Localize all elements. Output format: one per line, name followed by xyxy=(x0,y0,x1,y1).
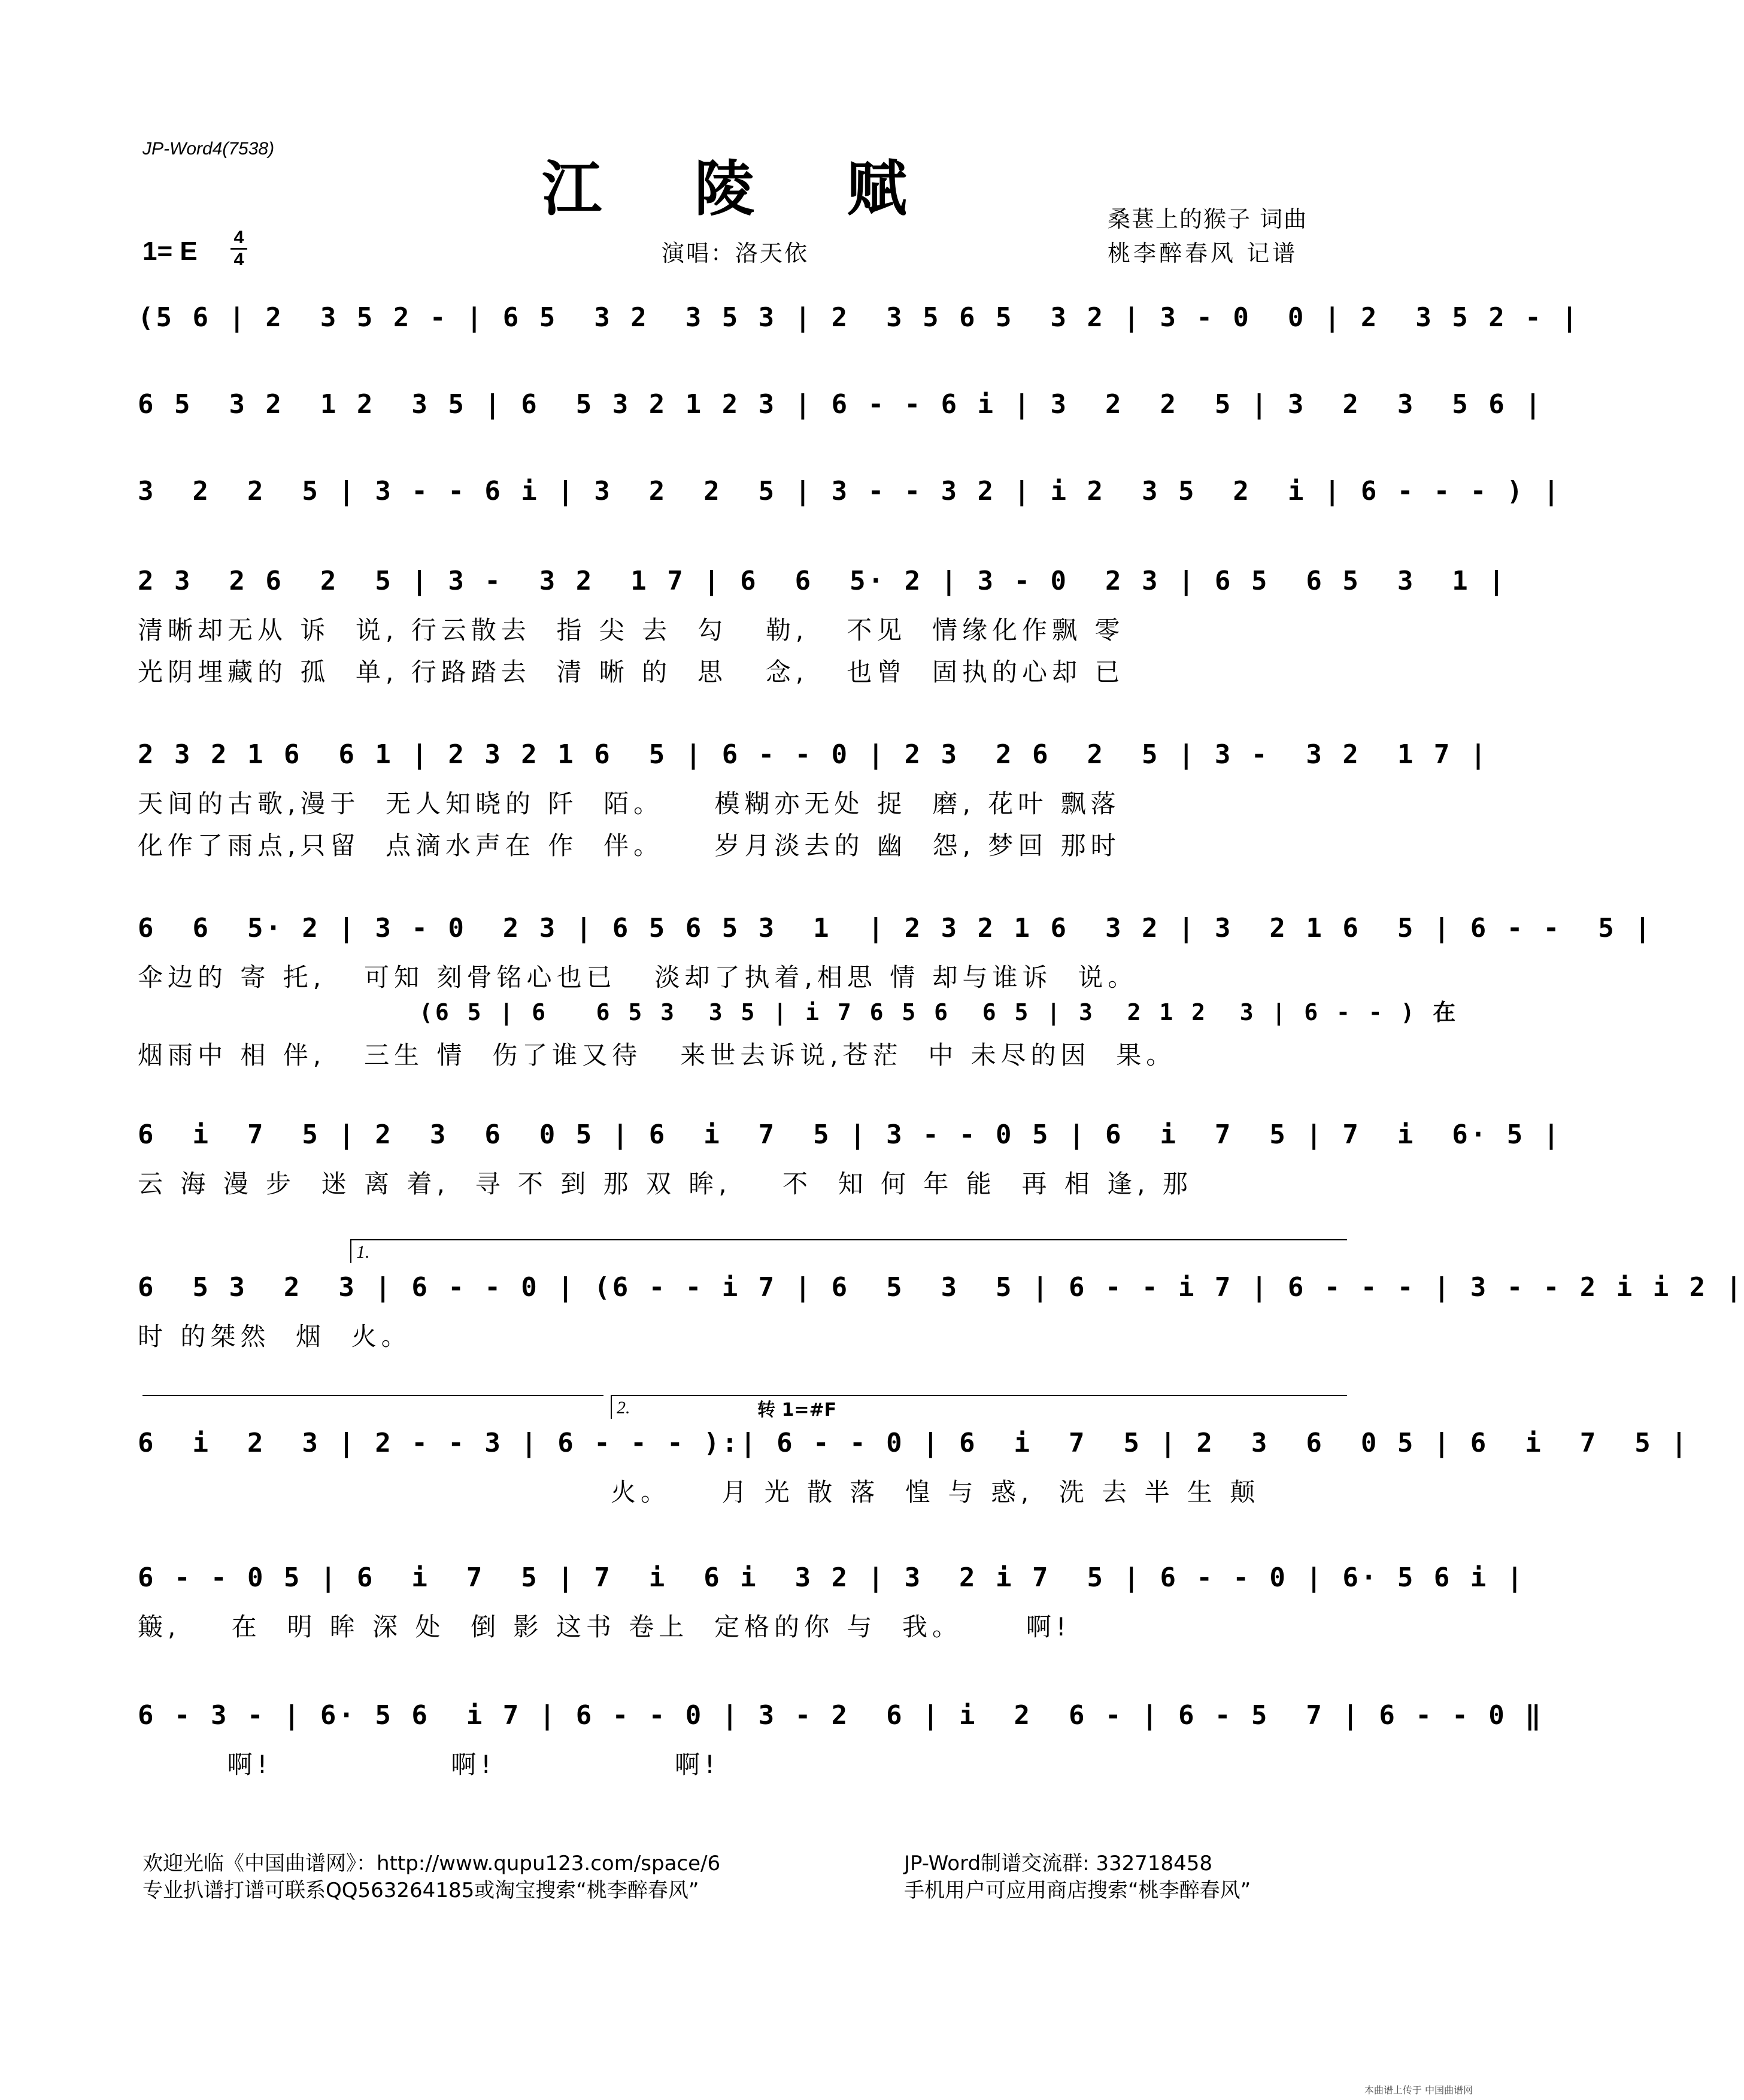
volta-1-bracket xyxy=(350,1239,1347,1240)
key-signature: 1= E xyxy=(142,236,198,266)
volta-1-label: 1. xyxy=(356,1242,370,1262)
lyric-line-5b: 化作了雨点,只留 点滴水声在 作 伴。 岁月淡去的 幽 怨, 梦回 那时 xyxy=(138,831,1121,860)
time-signature xyxy=(230,227,247,270)
footer-app: 手机用户可应用商店搜索“桃李醉春风” xyxy=(904,1879,1251,1902)
footer-website: 欢迎光临《中国曲谱网》：http://www.qupu123.com/space/6 xyxy=(142,1852,721,1876)
score-line-3: 3 2 2 5 | 3 - - 6 i | 3 2 2 5 | 3 - - 3 2 | i 2 3 5 2 i | 6 - - - ) | xyxy=(138,476,1562,506)
lyric-line-10: 簸, 在 明 眸 深 处 倒 影 这书 卷上 定格的你 与 我。 啊! xyxy=(138,1612,1071,1641)
lyric-line-11: 啊! 啊! 啊! xyxy=(138,1750,720,1779)
lyric-line-6a: 伞边的 寄 托, 可知 刻骨铭心也已 淡却了执着,相思 情 却与谁诉 说。 xyxy=(138,963,1138,992)
score-line-4: 2 3 2 6 2 5 | 3 - 3 2 1 7 | 6 6 5· 2 | 3 - 0 2 3 | 6 5 6 5 3 1 | xyxy=(138,566,1507,596)
song-title: 江 陵 赋 xyxy=(542,153,943,224)
transcriber-credit: 桃李醉春风 记谱 xyxy=(1108,240,1299,266)
alt-notes-line-6: (6 5 | 6 6 5 3 3 5 | i 7 6 5 6 6 5 | 3 2 1 2 3 | 6 - - ) 在 xyxy=(419,999,1458,1025)
footer-group: JP-Word制谱交流群: 332718458 xyxy=(904,1852,1213,1876)
lyric-line-5a: 天间的古歌,漫于 无人知晓的 阡 陌。 模糊亦无处 捉 磨, 花叶 飘落 xyxy=(138,789,1121,818)
time-signature-top: 4 xyxy=(233,227,244,247)
lyric-line-8: 时 的桀然 烟 火。 xyxy=(138,1322,411,1351)
score-line-5: 2 3 2 1 6 6 1 | 2 3 2 1 6 5 | 6 - - 0 | 2 3 2 6 2 5 | 3 - 3 2 1 7 | xyxy=(138,739,1489,770)
lyric-line-4a: 清晰却无从 诉 说, 行云散去 指 尖 去 勾 勒, 不见 情缘化作飘 零 xyxy=(138,615,1125,645)
lyric-line-7: 云 海 漫 步 迷 离 着, 寻 不 到 那 双 眸, 不 知 何 年 能 再 相 逢, 那 xyxy=(138,1169,1193,1198)
score-line-11: 6 - 3 - | 6· 5 6 i 7 | 6 - - 0 | 3 - 2 6 | i 2 6 - | 6 - 5 7 | 6 - - 0 ‖ xyxy=(138,1700,1543,1731)
software-label: JP-Word4(7538) xyxy=(142,139,275,159)
footer-contact: 专业扒谱打谱可联系QQ563264185或淘宝搜索“桃李醉春风” xyxy=(142,1879,699,1902)
volta-2-bracket xyxy=(611,1395,1347,1396)
lyric-line-9: 火。 月 光 散 落 惶 与 惑, 洗 去 半 生 颠 xyxy=(138,1477,1260,1507)
singer-credit: 演唱：洛天依 xyxy=(662,240,809,266)
score-line-9: 6 i 2 3 | 2 - - 3 | 6 - - - ):| 6 - - 0 | 6 i 7 5 | 2 3 6 0 5 | 6 i 7 5 | xyxy=(138,1428,1690,1458)
score-line-6: 6 6 5· 2 | 3 - 0 2 3 | 6 5 6 5 3 1 | 2 3 2 1 6 3 2 | 3 2 1 6 5 | 6 - - 5 | xyxy=(138,913,1653,943)
composer-credit: 桑葚上的猴子 词曲 xyxy=(1108,206,1308,232)
watermark: 本曲谱上传于 中国曲谱网 xyxy=(1364,2084,1473,2096)
volta-2-edge xyxy=(611,1395,612,1419)
score-line-2: 6 5 3 2 1 2 3 5 | 6 5 3 2 1 2 3 | 6 - - 6 i | 3 2 2 5 | 3 2 3 5 6 | xyxy=(138,389,1543,420)
volta-2-label: 2. xyxy=(617,1398,630,1418)
lyric-line-4b: 光阴埋藏的 孤 单, 行路踏去 清 晰 的 思 念, 也曾 固执的心却 已 xyxy=(138,657,1125,687)
score-line-10: 6 - - 0 5 | 6 i 7 5 | 7 i 6 i 3 2 | 3 2 i 7 5 | 6 - - 0 | 6· 5 6 i | xyxy=(138,1562,1525,1593)
lyric-line-6b: 烟雨中 相 伴, 三生 情 伤了谁又待 来世去诉说,苍茫 中 未尽的因 果。 xyxy=(138,1040,1176,1070)
volta-1-edge xyxy=(350,1239,351,1263)
volta-1-continuation xyxy=(142,1395,603,1396)
score-line-7: 6 i 7 5 | 2 3 6 0 5 | 6 i 7 5 | 3 - - 0 5 | 6 i 7 5 | 7 i 6· 5 | xyxy=(138,1119,1562,1150)
score-line-1: (5 6 | 2 3 5 2 - | 6 5 3 2 3 5 3 | 2 3 5 6 5 3 2 | 3 - 0 0 | 2 3 5 2 - | xyxy=(138,302,1580,333)
modulation-mark: 转 1=#F xyxy=(757,1400,837,1421)
time-signature-bottom: 4 xyxy=(233,250,244,269)
score-line-8: 6 5 3 2 3 | 6 - - 0 | (6 - - i 7 | 6 5 3 5 | 6 - - i 7 | 6 - - - | 3 - - 2 i i 2 | xyxy=(138,1272,1744,1303)
